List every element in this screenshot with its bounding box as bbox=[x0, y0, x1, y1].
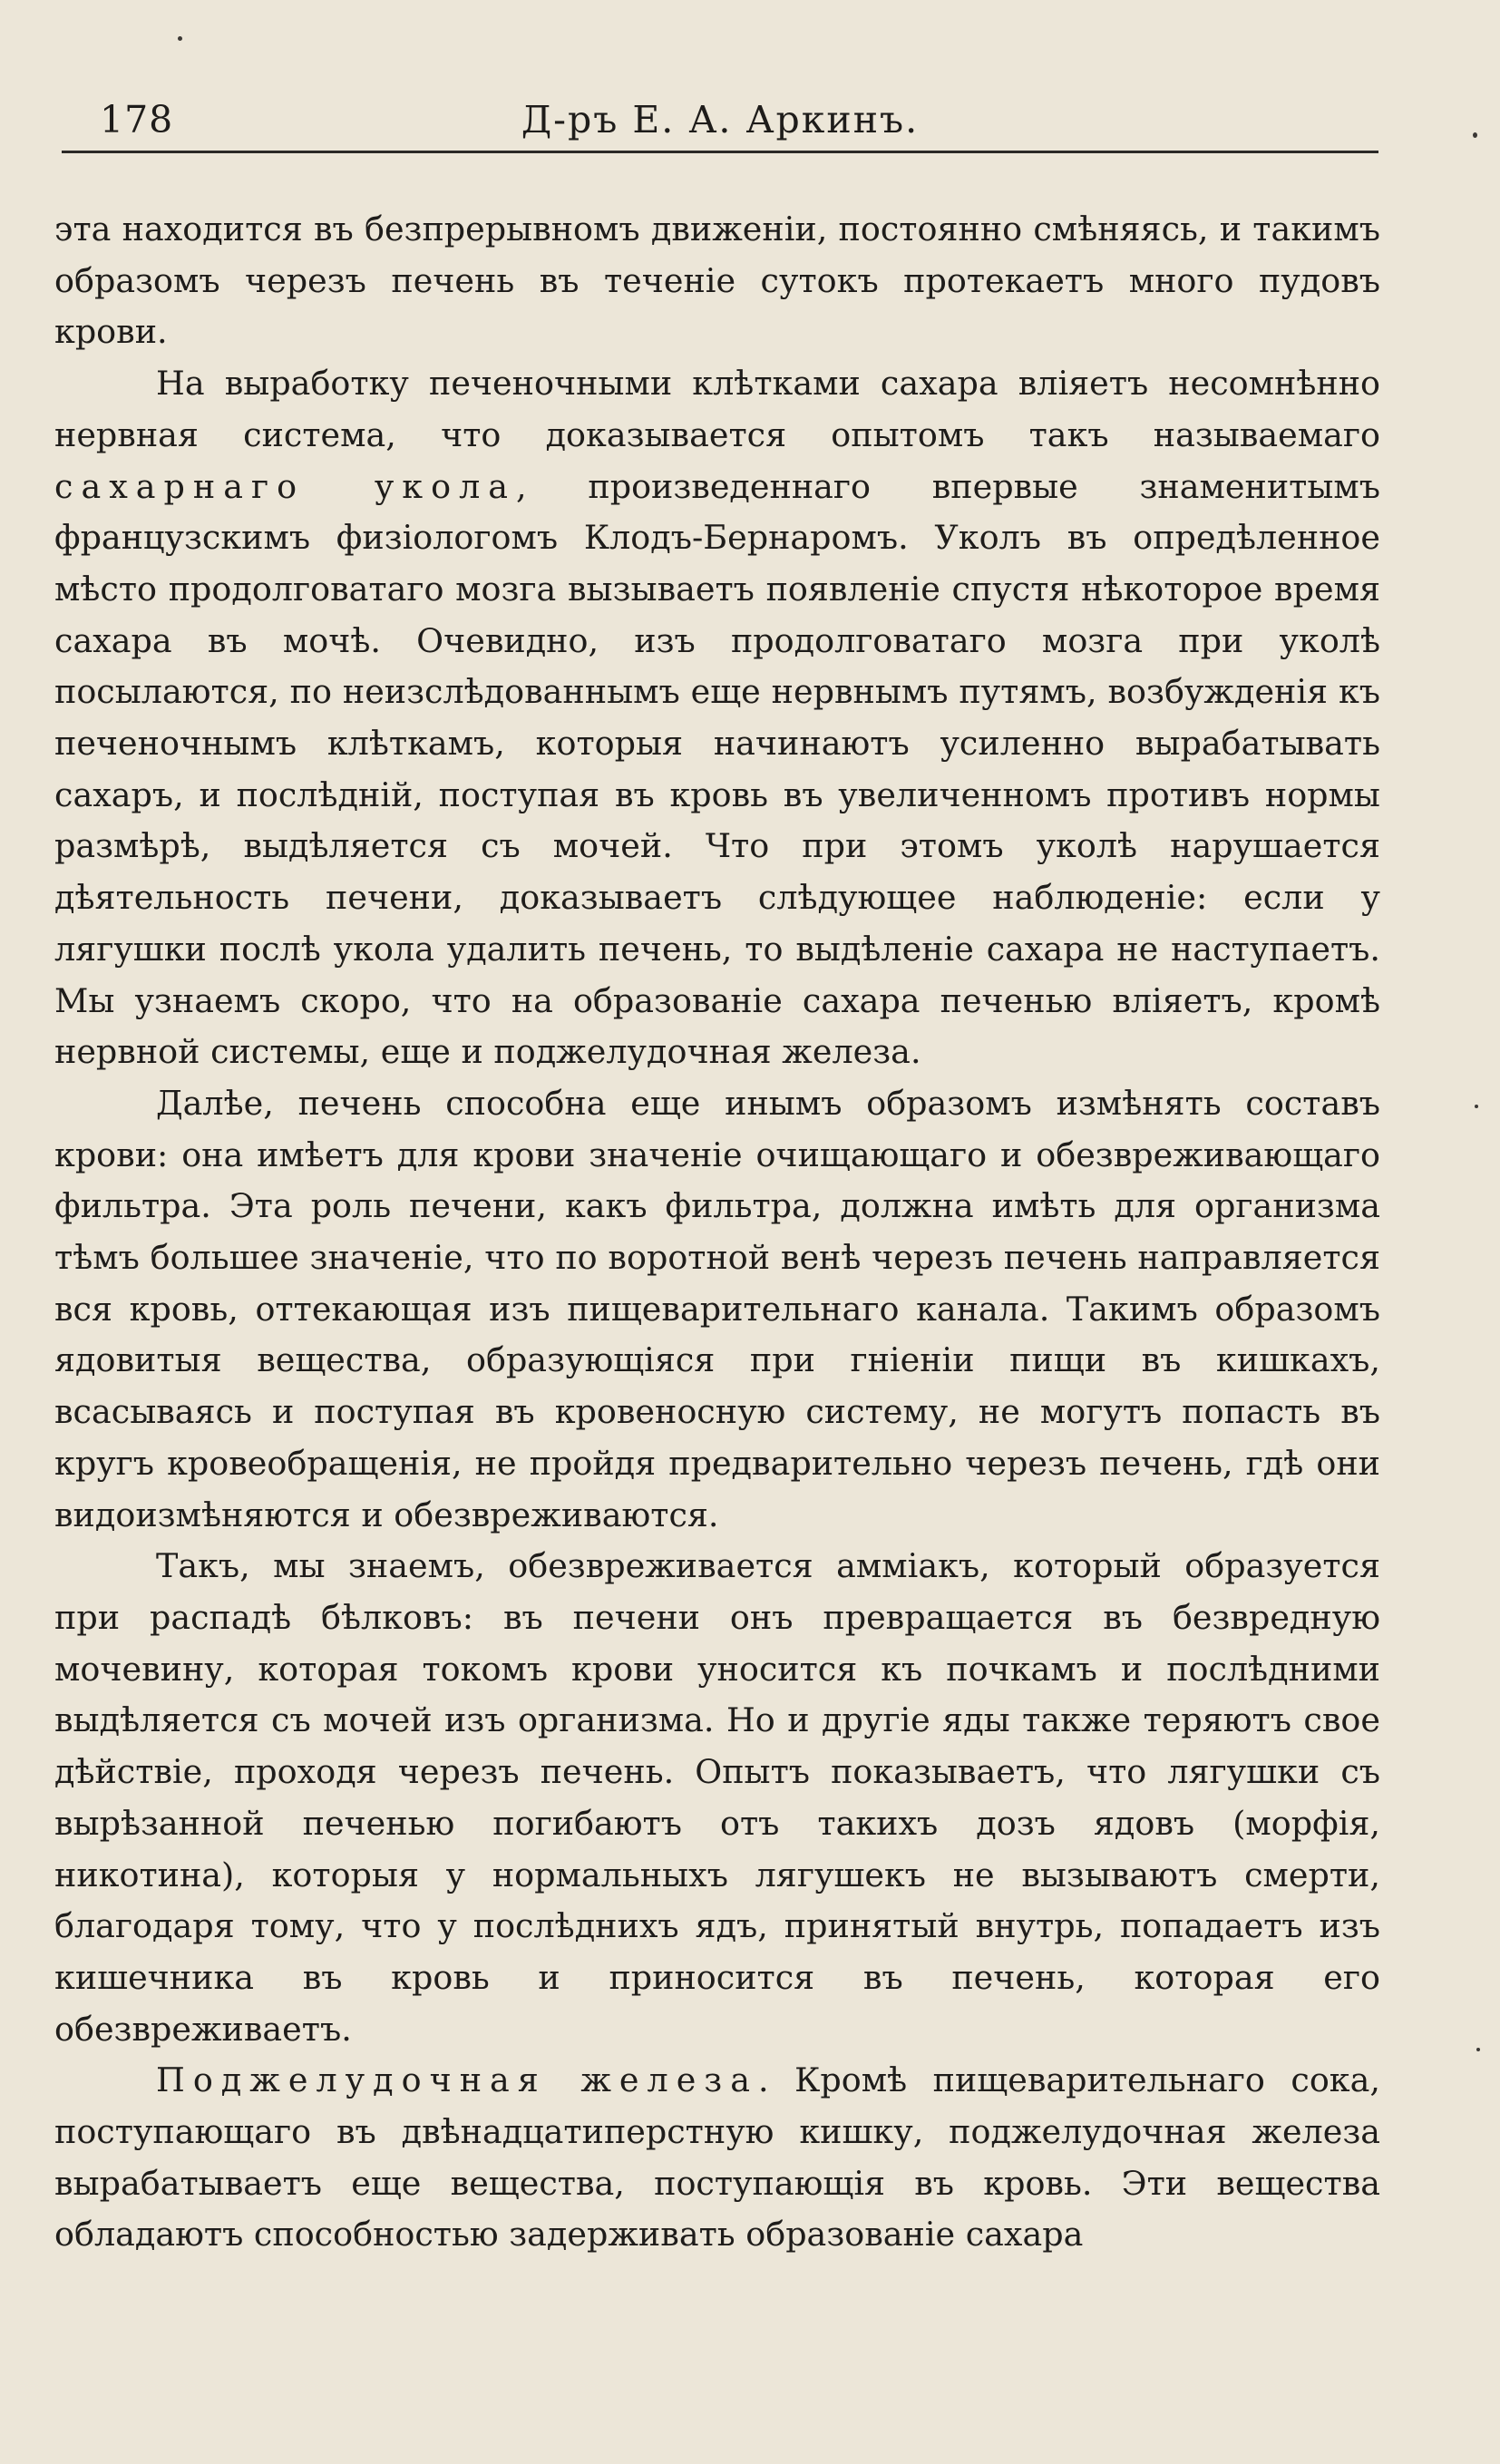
paragraph bbox=[54, 358, 1380, 1078]
header-rule bbox=[62, 151, 1378, 153]
paragraph-text: . Кромѣ пищеварительнаго сока, поступающаго въ двѣнадцатиперстную кишку, поджелудочная железа вырабатываетъ еще вещества, поступающія въ кровь. Эти вещества обладаютъ способностью задерживать образованіе сахара bbox=[54, 2060, 1380, 2255]
section-heading: Поджелудочная железа bbox=[156, 2060, 758, 2100]
emphasized-term: сахарнаго укола bbox=[54, 466, 517, 506]
paragraph-text: Такъ, мы знаемъ, обезвреживается амміакъ, который образуется при распадѣ бѣлковъ: въ печени онъ превращается въ безвредную мочевину, которая токомъ крови уносится къ почкамъ и послѣдними выдѣляется съ мочей изъ организма. Но и другіе яды также теряютъ свое дѣйствіе, проходя черезъ печень. Опытъ показываетъ, что лягушки съ вырѣзанной печенью погибаютъ отъ такихъ дозъ ядовъ (морфія, никотина), которыя у нормальныхъ лягушекъ не вызываютъ смерти, благодаря тому, что у послѣднихъ ядъ, принятый внутрь, попадаетъ изъ кишечника въ кровь и приносится въ печень, которая его обезвреживаетъ. bbox=[54, 1546, 1380, 2049]
body-text bbox=[54, 204, 1380, 2261]
print-speck bbox=[1473, 132, 1477, 138]
print-speck bbox=[1475, 1105, 1478, 1108]
paragraph bbox=[54, 1078, 1380, 1541]
paragraph-text: На выработку печеночными клѣтками сахара вліяетъ несомнѣнно нервная система, что доказывается опытомъ такъ называемаго bbox=[54, 364, 1380, 454]
page-header bbox=[62, 91, 1378, 154]
running-head: Д-ръ Е. А. Аркинъ. bbox=[521, 98, 920, 141]
page-number: 178 bbox=[100, 98, 174, 141]
paragraph-text: эта находится въ безпрерывномъ движеніи, постоянно смѣняясь, и такимъ образомъ черезъ печень въ теченіе сутокъ протекаетъ много пудовъ крови. bbox=[54, 209, 1380, 352]
paragraph-text: Далѣе, печень способна еще инымъ образомъ измѣнять составъ крови: она имѣетъ для крови значеніе очищающаго и обезвреживающаго фильтра. Эта роль печени, какъ фильтра, должна имѣть для организма тѣмъ большее значеніе, что по воротной венѣ черезъ печень направляется вся кровь, оттекающая изъ пищеварительнаго канала. Такимъ образомъ ядовитыя вещества, образующіяся при гніеніи пищи въ кишкахъ, всасываясь и поступая въ кровеносную систему, не могутъ попасть въ кругъ кровеобращенія, не пройдя предварительно черезъ печень, гдѣ они видоизмѣняются и обезвреживаются. bbox=[54, 1083, 1380, 1534]
print-speck bbox=[178, 36, 182, 41]
paragraph bbox=[54, 2055, 1380, 2261]
paragraph-text: , произведеннаго впервые знаменитымъ французскимъ физіологомъ Клодъ-Бернаромъ. Уколъ въ опредѣленное мѣсто продолговатаго мозга вызываетъ появленіе спустя нѣкоторое время сахара въ мочѣ. Очевидно, изъ продолговатаго мозга при уколѣ посылаются, по неизслѣдованнымъ еще нервнымъ путямъ, возбужденія къ печеночнымъ клѣткамъ, которыя начинаютъ усиленно вырабатывать сахаръ, и послѣдній, поступая въ кровь въ увеличенномъ противъ нормы размѣрѣ, выдѣляется съ мочей. Что при этомъ уколѣ нарушается дѣятельность печени, доказываетъ слѣдующее наблюденіе: если у лягушки послѣ укола удалить печень, то выдѣленіе сахара не наступаетъ. Мы узнаемъ скоро, что на образованіе сахара печенью вліяетъ, кромѣ нервной системы, еще и поджелудочная железа. bbox=[54, 466, 1380, 1072]
paragraph bbox=[54, 1541, 1380, 2055]
print-speck bbox=[1476, 2048, 1480, 2051]
paragraph-continuation bbox=[54, 204, 1380, 358]
